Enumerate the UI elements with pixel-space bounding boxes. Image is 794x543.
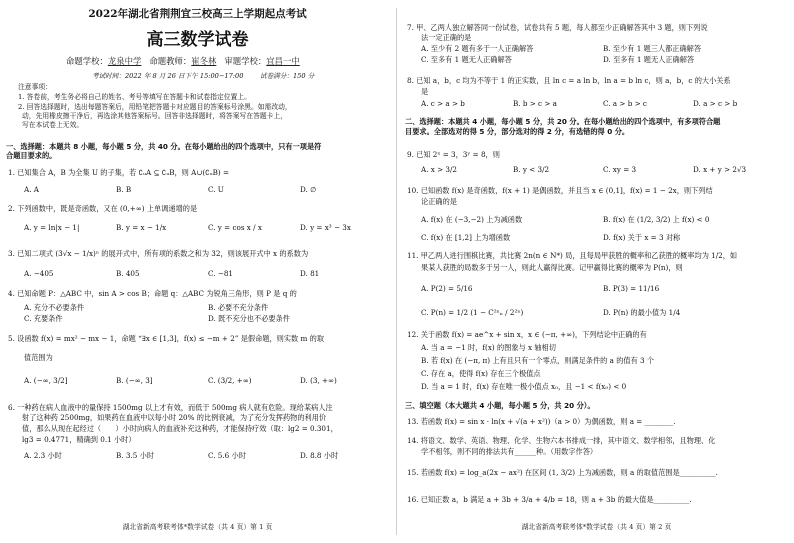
question-12: 12. 关于函数 f(x) = ae^x + sin x，x ∈ (−π, +∞)，下列结论中正确的有	[407, 330, 647, 339]
meta-teacher: 崔冬林	[191, 56, 217, 66]
question-4: 4. 已知命题 P：△ABC 中，sin A > cos B；命题 q：△ABC 为锐角三角形，则 P 是 q 的	[8, 289, 297, 298]
q10-option-c: C. f(x) 在 [1,2] 上为增函数	[421, 233, 511, 242]
q5-option-b: B. (−∞, 3]	[116, 376, 153, 385]
question-9: 9. 已知 2ˣ = 3，3ʸ = 8，则	[407, 150, 500, 159]
q5-option-d: D. (3, +∞)	[300, 376, 337, 385]
q2-option-b: B. y = x − 1/x	[116, 223, 167, 232]
q7-option-a: A. 至少有 2 题有多于一人正确解答	[421, 44, 534, 53]
question-8: 8. 已知 a，b，c 均为不等于 1 的正实数，且 ln c = a ln b，ln a = b ln c，则 a，b，c 的大小关系	[407, 76, 731, 85]
q7-option-c: C. 至多有 1 题无人正确解答	[421, 55, 512, 64]
question-5-cont: 值范围为	[24, 353, 53, 362]
meta-label-review: 审题学校：	[224, 56, 267, 66]
section-1-heading-cont: 合题目要求的。	[6, 151, 57, 160]
q9-option-a: A. x > 3/2	[421, 165, 457, 174]
q6-option-b: B. 3.5 小时	[116, 451, 154, 460]
question-13: 13. 若函数 f(x) = sin x · ln(x + √(a + x²))（a > 0）为偶函数，则 a = ________.	[407, 417, 676, 426]
q1-option-a: A. A	[24, 185, 39, 194]
question-16: 16. 已知正数 a，b 满足 a + 3b + 3/a + 4/b = 18，则 a + 3b 的最大值是__________.	[407, 495, 692, 504]
section-1-heading: 一、选择题：本题共 8 小题，每小题 5 分，共 40 分。在每小题给出的四个选项中，只有一项是符	[6, 142, 322, 151]
q3-option-b: B. 405	[116, 269, 140, 278]
q9-option-c: C. xy = 3	[603, 165, 637, 174]
q6-option-a: A. 2.3 小时	[24, 451, 62, 460]
question-6-cont-3: lg3 = 0.4771，精确到 0.1 小时）	[22, 435, 136, 444]
exam-title-line1: 2022年湖北省荆荆宜三校高三上学期起点考试	[88, 8, 307, 20]
question-6-cont-2: 值，那么从现在起经过（ ）小时向病人的血液补充这种药，才能保持疗效（取：lg2 = 0.301，	[22, 424, 338, 433]
q9-option-b: B. y < 3/2	[513, 165, 550, 174]
q1-option-b: B. B	[116, 185, 132, 194]
question-15: 15. 若函数 f(x) = log_a(2x − ax²) 在区间 (1, 3/2) 上为减函数，则 a 的取值范围是__________.	[407, 468, 718, 477]
q9-option-d: D. x + y > 2√3	[693, 165, 747, 174]
section-2-heading: 二、选择题：本题共 4 小题，每小题 5 分，共 20 分。在每小题给出的四个选项中，有多项符合题	[405, 117, 721, 126]
section-3-heading: 三、填空题（本大题共 4 小题，每小题 5 分，共 20 分）。	[405, 401, 595, 410]
note-3: 动，先用橡皮擦干净后，再选涂其他答案标号。回答非选择题时，将答案写在答题卡上，	[22, 112, 288, 120]
question-5: 5. 设函数 f(x) = mx² − mx − 1，命题 “∃x ∈ [1,3]，f(x) ≤ −m + 2” 是假命题，则实数 m 的取	[8, 334, 325, 343]
q11-option-a: A. P(2) = 5/16	[421, 284, 473, 293]
note-4: 写在本试卷上无效。	[22, 121, 84, 129]
question-6: 6. 一种药在病人血液中的量保持 1500mg 以上才有效，而低于 500mg 病人就有危险。现给某病人注	[8, 403, 333, 412]
exam-page-2	[403, 8, 790, 535]
q3-option-a: A. −405	[24, 269, 54, 278]
question-2: 2. 下列函数中，既是奇函数，又在 (0,+∞) 上单调递增的是	[8, 204, 198, 213]
q2-option-d: D. y = x³ − 3x	[300, 223, 351, 232]
page-2-footer: 湖北省新高考联考体*数学试卷（共 4 页）第 2 页	[521, 523, 672, 531]
section-2-heading-cont: 目要求。全部选对的得 5 分，部分选对的得 2 分，有选错的得 0 分。	[405, 127, 630, 136]
q7-option-b: B. 至少有 1 题三人都正确解答	[603, 44, 702, 53]
q3-option-d: D. 81	[300, 269, 320, 278]
question-14-cont: 学不相邻，则不同的排法共有______种。（用数字作答）	[421, 447, 598, 456]
question-14: 14. 将语文、数学、英语、物理、化学、生物六本书排成一排，其中语文、数学相邻，且物理、化	[407, 436, 716, 445]
question-10-cont: 论正确的是	[421, 197, 457, 206]
exam-time: 考试时间：2022 年 8 月 26 日下午 15:00−17:00	[92, 72, 244, 80]
meta-label-teacher: 命题教师：	[149, 56, 192, 66]
q8-option-a: A. c > a > b	[421, 99, 465, 108]
q8-option-b: B. b > c > a	[513, 99, 557, 108]
page-1-footer: 湖北省新高考联考体*数学试卷（共 4 页）第 1 页	[122, 523, 273, 531]
question-11-cont: 果某人获胜的局数多于另一人，则此人赢得比赛。记甲赢得比赛的概率为 P(n)，则	[421, 263, 683, 272]
q4-option-d: D. 既不充分也不必要条件	[208, 314, 290, 323]
q8-option-c: C. a > b > c	[603, 99, 647, 108]
q7-option-d: D. 至多有 1 题无人正确解答	[603, 55, 695, 64]
meta-label-school: 命题学校：	[66, 56, 108, 66]
q4-option-b: B. 必要不充分条件	[208, 303, 269, 312]
note-1: 1. 答卷前，考生务必将自己的姓名、考号等填写在答题卡和试卷指定位置上。	[18, 93, 251, 101]
question-1: 1. 已知集合 A，B 为全集 U 的子集，若 ∁ᵤA ⊆ ∁ᵤB，则 A∪(∁ᵤB) =	[8, 168, 229, 177]
question-11: 11. 甲乙两人进行围棋比赛，共比赛 2n(n ∈ N*) 局，且每局甲获胜的概率和乙获胜的概率均为 1/2，如	[407, 251, 738, 260]
q1-option-c: C. U	[208, 185, 224, 194]
q5-option-a: A. (−∞, 3/2]	[24, 376, 68, 385]
q12-option-b: B. 若 f(x) 在 (−π, π) 上有且只有一个零点，则满足条件的 a 的值有 3 个	[421, 356, 655, 365]
notes-title: 注意事项：	[18, 83, 52, 91]
q12-option-a: A. 当 a = −1 时，f(x) 的图象与 x 轴相切	[421, 343, 556, 352]
q10-option-a: A. f(x) 在 (−3,−2) 上为减函数	[421, 215, 523, 224]
q6-option-c: C. 5.6 小时	[208, 451, 246, 460]
meta-review: 宜昌一中	[266, 56, 300, 66]
q8-option-d: D. a > c > b	[693, 99, 738, 108]
question-6-cont-1: 射了这种药 2500mg，如果药在血液中以每小时 20% 的比例衰减，为了充分发挥药物的利用价	[22, 413, 327, 422]
q11-option-d: D. P(n) 的最小值为 1/4	[603, 308, 681, 317]
q5-option-c: C. (3/2, +∞)	[208, 376, 252, 385]
q2-option-c: C. y = cos x / x	[208, 223, 262, 232]
q11-option-c: C. P(n) = 1/2 (1 − C²ⁿₙ / 2²ⁿ)	[421, 308, 524, 317]
full-score: 试卷满分：150 分	[260, 72, 315, 80]
exam-title-line2: 高三数学试卷	[146, 30, 249, 50]
question-7: 7. 甲、乙两人独立解答同一份试卷，试卷共有 5 题，每人都至少正确解答其中 3 题，则下列说	[407, 23, 708, 32]
q11-option-b: B. P(3) = 11/16	[603, 284, 660, 293]
exam-page-1	[4, 8, 391, 535]
q10-option-b: B. f(x) 在 (1/2, 3/2) 上 f(x) < 0	[603, 215, 710, 224]
note-2: 2. 回答选择题时，选出每题答案后，用铅笔把答题卡对应题目的答案标号涂黑。如需改动，	[18, 103, 292, 111]
q1-option-d: D. ∅	[300, 185, 317, 194]
q12-option-d: D. 当 a = 1 时，f(x) 存在唯一极小值点 x₀，且 −1 < f(x₀) < 0	[421, 382, 627, 391]
q2-option-a: A. y = ln|x − 1|	[24, 223, 80, 232]
q6-option-d: D. 8.8 小时	[300, 451, 339, 460]
question-3: 3. 已知二项式 (3√x − 1/x)ⁿ 的展开式中，所有项的系数之和为 32，则该展开式中 x 的系数为	[8, 249, 309, 258]
q4-option-a: A. 充分不必要条件	[24, 303, 85, 312]
q4-option-c: C. 充要条件	[24, 314, 63, 323]
page-fold-divider	[396, 8, 397, 535]
question-10: 10. 已知函数 f(x) 是奇函数，f(x + 1) 是偶函数，并且当 x ∈ (0,1]，f(x) = 1 − 2x，则下列结	[407, 186, 713, 195]
meta-school: 龙泉中学	[107, 56, 142, 66]
q10-option-d: D. f(x) 关于 x = 3 对称	[603, 233, 681, 242]
question-7-cont: 法一定正确的是	[421, 33, 472, 42]
question-8-cont: 是	[421, 87, 429, 96]
exam-meta	[66, 57, 300, 66]
q3-option-c: C. −81	[208, 269, 233, 278]
q12-option-c: C. 存在 a，使得 f(x) 存在三个极值点	[421, 369, 541, 378]
